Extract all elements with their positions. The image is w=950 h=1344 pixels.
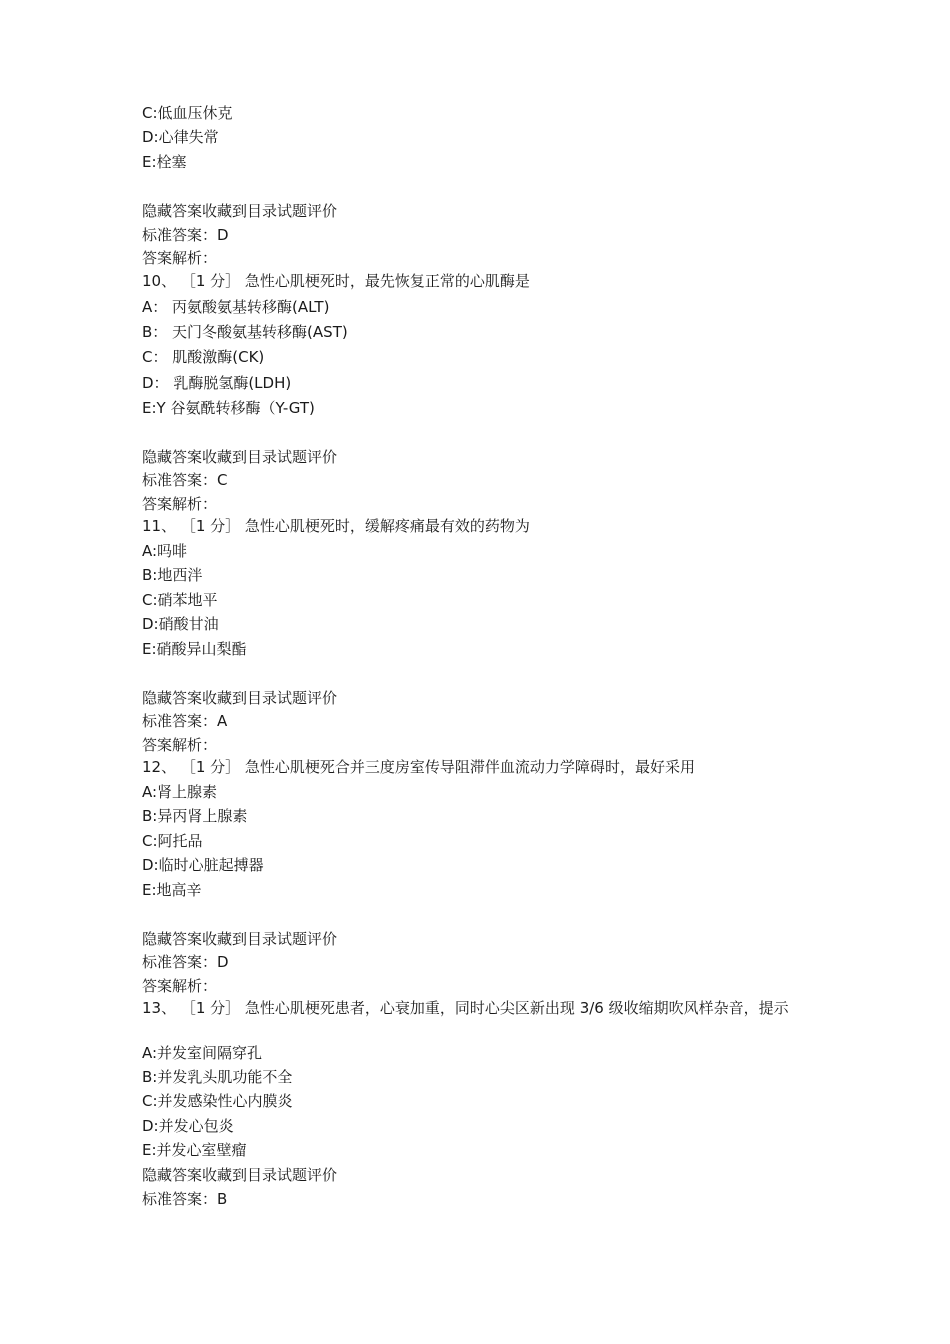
option-c: C:低血压休克 <box>142 104 233 122</box>
answer-analysis: 答案解析： <box>142 249 218 267</box>
option-a: A:肾上腺素 <box>142 783 218 801</box>
answer-analysis: 答案解析： <box>142 977 218 995</box>
option-d: D:硝酸甘油 <box>142 615 219 633</box>
option-b: B:地西泮 <box>142 566 203 584</box>
option-a: A:吗啡 <box>142 542 188 560</box>
option-a: A： 丙氨酸氨基转移酶(ALT) <box>142 298 330 316</box>
option-e: E:地高辛 <box>142 881 202 899</box>
standard-answer: 标准答案：D <box>142 953 229 971</box>
standard-answer: 标准答案：A <box>142 712 228 730</box>
answer-analysis: 答案解析： <box>142 736 218 754</box>
answer-actions[interactable]: 隐藏答案收藏到目录试题评价 <box>142 930 338 948</box>
answer-actions[interactable]: 隐藏答案收藏到目录试题评价 <box>142 689 338 707</box>
option-d: D:心律失常 <box>142 128 219 146</box>
option-b: B:异丙肾上腺素 <box>142 807 248 825</box>
option-d: D： 乳酶脱氢酶(LDH) <box>142 374 292 392</box>
option-a: A:并发室间隔穿孔 <box>142 1044 263 1062</box>
option-d: D:临时心脏起搏器 <box>142 856 264 874</box>
option-c: C:并发感染性心内膜炎 <box>142 1092 293 1110</box>
question-11: 11、 ［1 分］ 急性心肌梗死时，缓解疼痛最有效的药物为 <box>142 517 530 535</box>
option-b: B:并发乳头肌功能不全 <box>142 1068 293 1086</box>
standard-answer: 标准答案：D <box>142 226 229 244</box>
question-13: 13、 ［1 分］ 急性心肌梗死患者，心衰加重，同时心尖区新出现 3/6 级收缩期吹风样杂音，提示 <box>142 999 789 1017</box>
question-12: 12、 ［1 分］ 急性心肌梗死合并三度房室传导阻滞伴血流动力学障碍时，最好采用 <box>142 758 695 776</box>
answer-actions[interactable]: 隐藏答案收藏到目录试题评价 <box>142 202 338 220</box>
option-c: C： 肌酸激酶(CK) <box>142 348 265 366</box>
option-d: D:并发心包炎 <box>142 1117 234 1135</box>
option-e: E:硝酸异山梨酯 <box>142 640 247 658</box>
option-b: B： 天门冬酸氨基转移酶(AST) <box>142 323 348 341</box>
option-e: E:并发心室壁瘤 <box>142 1141 247 1159</box>
standard-answer: 标准答案：C <box>142 471 228 489</box>
option-c: C:硝苯地平 <box>142 591 218 609</box>
standard-answer: 标准答案：B <box>142 1190 228 1208</box>
question-10: 10、 ［1 分］ 急性心肌梗死时，最先恢复正常的心肌酶是 <box>142 272 530 290</box>
answer-actions[interactable]: 隐藏答案收藏到目录试题评价 <box>142 1166 338 1184</box>
answer-actions[interactable]: 隐藏答案收藏到目录试题评价 <box>142 448 338 466</box>
option-e: E:栓塞 <box>142 153 187 171</box>
option-c: C:阿托品 <box>142 832 203 850</box>
answer-analysis: 答案解析： <box>142 495 218 513</box>
option-e: E:Y 谷氨酰转移酶（Y-GT) <box>142 399 315 417</box>
